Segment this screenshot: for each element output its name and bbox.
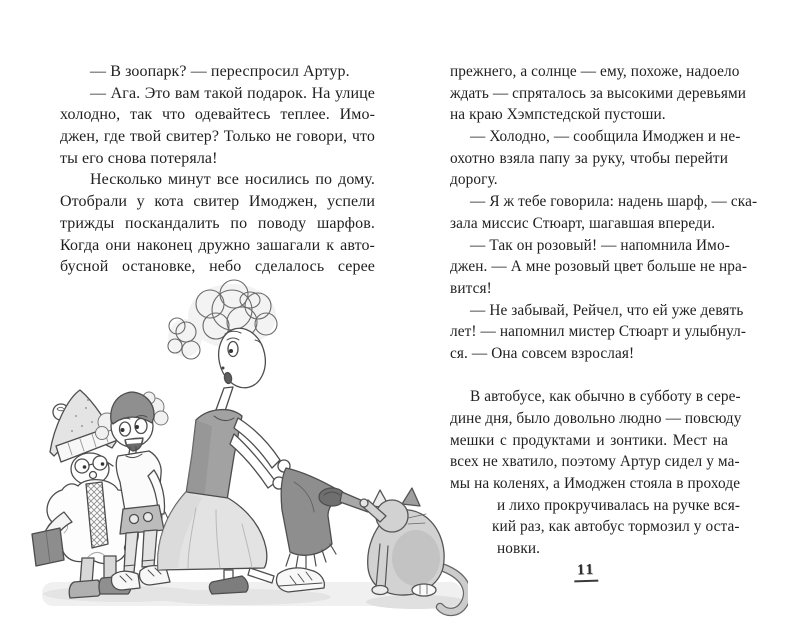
text-line: — Не забывай, Рейчел, что ей уже девять [470,301,744,319]
text-line: трижды поскандалить по поводу шарфов. [60,214,375,232]
scarf [281,468,370,568]
text-line: зала миссис Стюарт, шагавшая впереди. [450,214,716,232]
text-line: на краю Хэмпстедской пустоши. [450,106,666,124]
text-line: мы на коленях, а Имоджен стояла в проходе [450,475,741,493]
text-line: В автобусе, как обычно в субботу в сере- [470,388,741,406]
text-line: ся. — Она совсем взрослая! [450,344,635,362]
text-line: кий раз, как автобус тормозил у оста- [492,518,740,536]
page-number: 11 [574,562,599,583]
text-line: холодно, так что одевайтесь теплее. Имо- [60,106,375,124]
text-line: Отобрали у кота свитер Имоджен, успели [60,193,375,211]
text-line: и лихо прокручивалась на ручке вся- [497,496,741,514]
text-line: Несколько минут все носились по дому. [90,171,375,189]
text-line: новки. [497,540,541,558]
illustration [28,276,468,628]
text-line: мешки с продуктами и зонтики. Мест на [450,431,728,449]
text-line: охотно взяла папу за руку, чтобы перейти [450,149,728,167]
text-line: джен, где твой свитер? Только не говори, что [60,128,375,146]
text-line: — Ага. Это вам такой подарок. На улице [90,84,375,102]
text-line: — Так он розовый! — напомнила Имо- [470,236,730,254]
text-line: Когда они наконец дружно зашагали к авто- [60,236,375,254]
illustration-drawing [28,276,468,628]
text-line: лет! — напомнил мистер Стюарт и улыбнул- [450,323,747,341]
text-line: ты его снова потеряла! [60,149,218,167]
text-line: — В зоопарк? — переспросил Артур. [90,63,350,80]
text-line: вится! [450,279,492,297]
text-line: — Я ж тебе говорила: надень шарф, — ска- [470,193,758,211]
left-page-text-column [60,61,375,278]
text-line: — Холодно, — сообщила Имоджен и не- [470,128,741,146]
right-page-text-column [450,61,758,560]
text-line: дорогу. [450,171,498,189]
text-line: всех не хватило, поэтому Артур сидел у ма- [450,453,740,471]
text-line: прежнего, а солнце — ему, похоже, надоело [450,63,740,80]
text-line: бусной остановке, небо сделалось серее [60,258,375,276]
text-line: дине дня, было довольно людно — повсюду [450,410,742,427]
text-line: джен. — А мне розовый цвет больше не нра- [450,258,748,276]
text-line: ждать — спряталось за высокими деревьями [450,84,747,102]
